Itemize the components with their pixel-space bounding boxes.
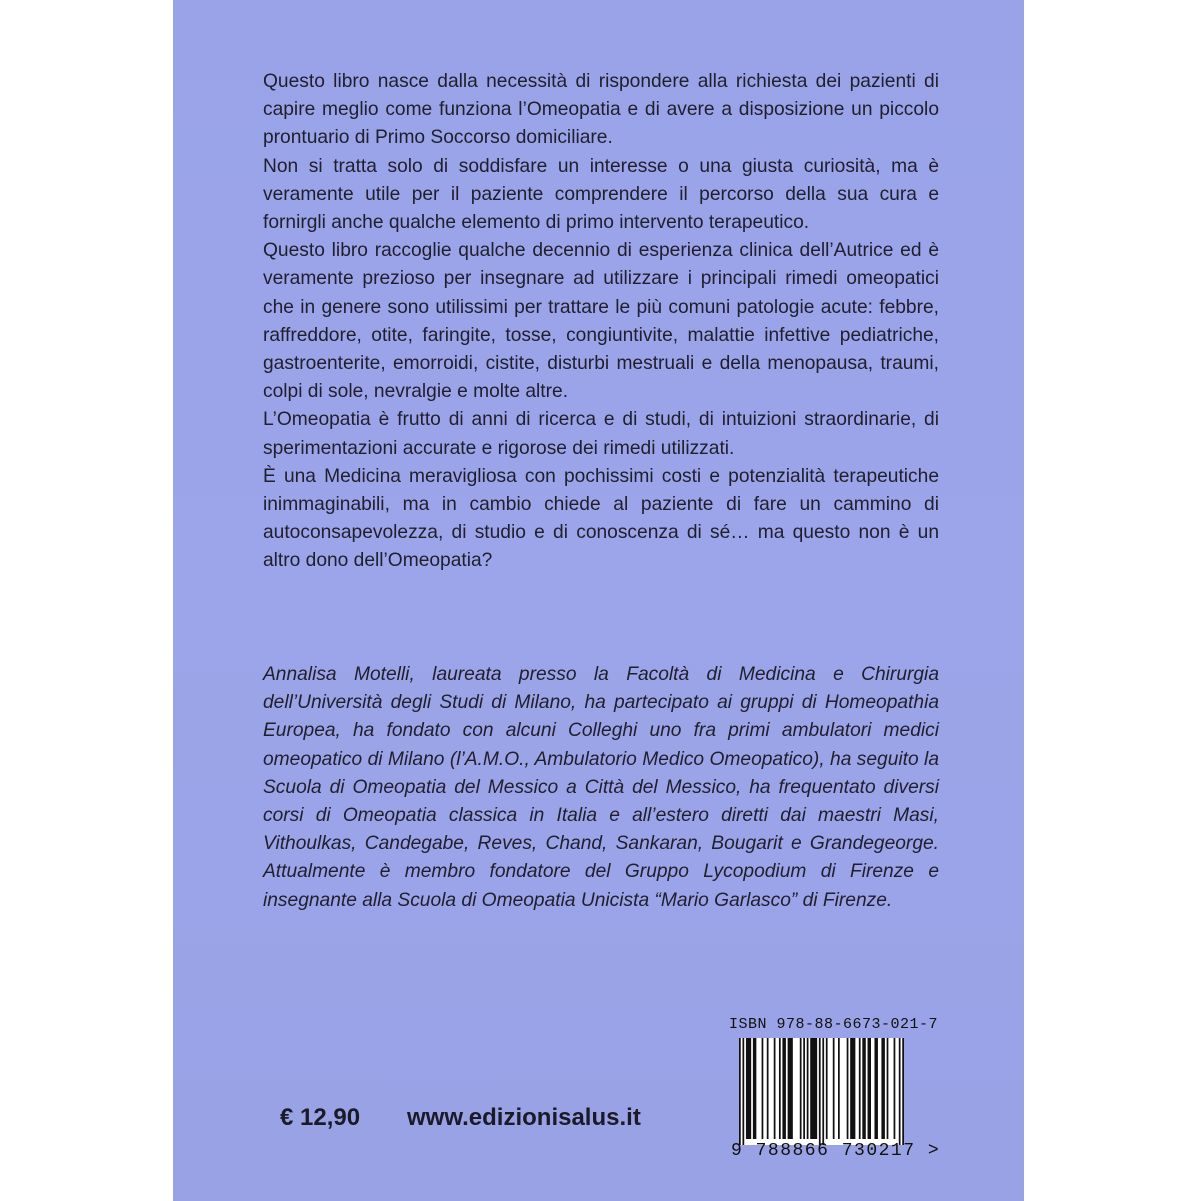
barcode-bar-28 [899, 1038, 901, 1145]
blurb-paragraph-3: Questo libro raccoglie qualche decennio di esperienza clinica dell’Autrice ed è veramente prezioso per insegnare ad utilizzare i principali rimedi omeopatici che in genere sono utilissimi per trattare le più comuni patologie acute: febbre, raffreddore, otite, faringite, tosse, congiuntivite, malattie infettive pediatriche, gastroenterite, emorroidi, cistite, disturbi mestruali e della menopausa, traumi, colpi di sole, nevralgie e molte altre. [263, 240, 939, 403]
barcode-bar-25 [881, 1038, 884, 1139]
barcode-bar-17 [833, 1038, 835, 1139]
barcode-bar-15 [822, 1038, 824, 1145]
barcode-bar-23 [868, 1038, 871, 1139]
barcode-bar-10 [800, 1038, 802, 1139]
barcode-number: 9 788866 730217 > [731, 1141, 941, 1161]
barcode-bar-26 [887, 1038, 889, 1139]
isbn-label: ISBN 978-88-6673-021-7 [729, 1016, 939, 1033]
barcode-bar-19 [847, 1038, 849, 1139]
barcode-bar-29 [902, 1038, 904, 1145]
barcode-bar-22 [862, 1038, 865, 1139]
book-back-cover [173, 0, 1024, 1201]
barcode-bar-21 [859, 1038, 861, 1139]
publisher-website: www.edizionisalus.it [407, 1104, 641, 1131]
barcode-bar-13 [810, 1038, 817, 1139]
barcode-bar-12 [807, 1038, 809, 1139]
barcode-bar-0 [739, 1038, 741, 1145]
blurb-paragraph-4: L’Omeopatia è frutto di anni di ricerca e di studi, di intuizioni straordinarie, di sperimentazioni accurate e rigorose dei rimedi utilizzati. [263, 409, 939, 459]
barcode-bar-1 [742, 1038, 744, 1145]
barcode-bar-4 [762, 1038, 764, 1139]
barcode-bar-18 [838, 1038, 840, 1139]
barcode-bar-11 [803, 1038, 805, 1139]
barcode-bar-14 [819, 1038, 821, 1145]
barcode-bar-9 [788, 1038, 793, 1139]
barcode-bar-5 [767, 1038, 769, 1139]
blurb-text [263, 68, 939, 576]
price: € 12,90 [280, 1104, 361, 1131]
barcode-bar-20 [850, 1038, 855, 1139]
barcode-bar-27 [894, 1038, 896, 1139]
blurb-paragraph-1: Questo libro nasce dalla necessità di rispondere alla richiesta dei pazienti di capire meglio come funziona l’Omeopatia e di avere a disposizione un piccolo prontuario di Primo Soccorso domiciliare. [263, 71, 939, 149]
author-bio: Annalisa Motelli, laureata presso la Facoltà di Medicina e Chirurgia dell’Università degli Studi di Milano, ha partecipato ai gruppi di Homeopathia Europea, ha fondato con alcuni Colleghi uno fra primi ambulatori medici omeopatico di Milano (l’A.M.O., Ambulatorio Medico Omeopatico), ha seguito la Scuola di Omeopatia del Messico a Città del Messico, ha frequentato diversi corsi di Omeopatia classica in Italia e all’estero diretti dai maestri Masi, Vithoulkas, Candegabe, Reves, Chand, Sankaran, Bougarit e Grandegeorge. Attualmente è membro fondatore del Gruppo Lycopodium di Firenze e insegnante alla Scuola di Omeopatia Unicista “Mario Garlasco” di Firenze. [263, 664, 939, 911]
barcode-bar-2 [746, 1038, 751, 1139]
barcode-bar-24 [874, 1038, 877, 1139]
barcode [739, 1038, 904, 1145]
barcode-bar-8 [782, 1038, 785, 1139]
barcode-bar-3 [753, 1038, 756, 1139]
barcode-bar-16 [826, 1038, 828, 1139]
blurb-paragraph-5: È una Medicina meravigliosa con pochissimi costi e potenzialità terapeutiche inimmaginabili, ma in cambio chiede al paziente di fare un cammino di autoconsapevolezza, di studio e di conoscenza di sé… ma questo non è un altro dono dell’Omeopatia? [263, 465, 939, 572]
barcode-bar-7 [779, 1038, 781, 1139]
blurb-paragraph-2: Non si tratta solo di soddisfare un interesse o una giusta curiosità, ma è veramente utile per il paziente comprendere il percorso della sua cura e fornirgli anche qualche elemento di primo intervento terapeutico. [263, 155, 939, 234]
barcode-bars [739, 1038, 904, 1145]
barcode-bar-6 [774, 1038, 776, 1139]
